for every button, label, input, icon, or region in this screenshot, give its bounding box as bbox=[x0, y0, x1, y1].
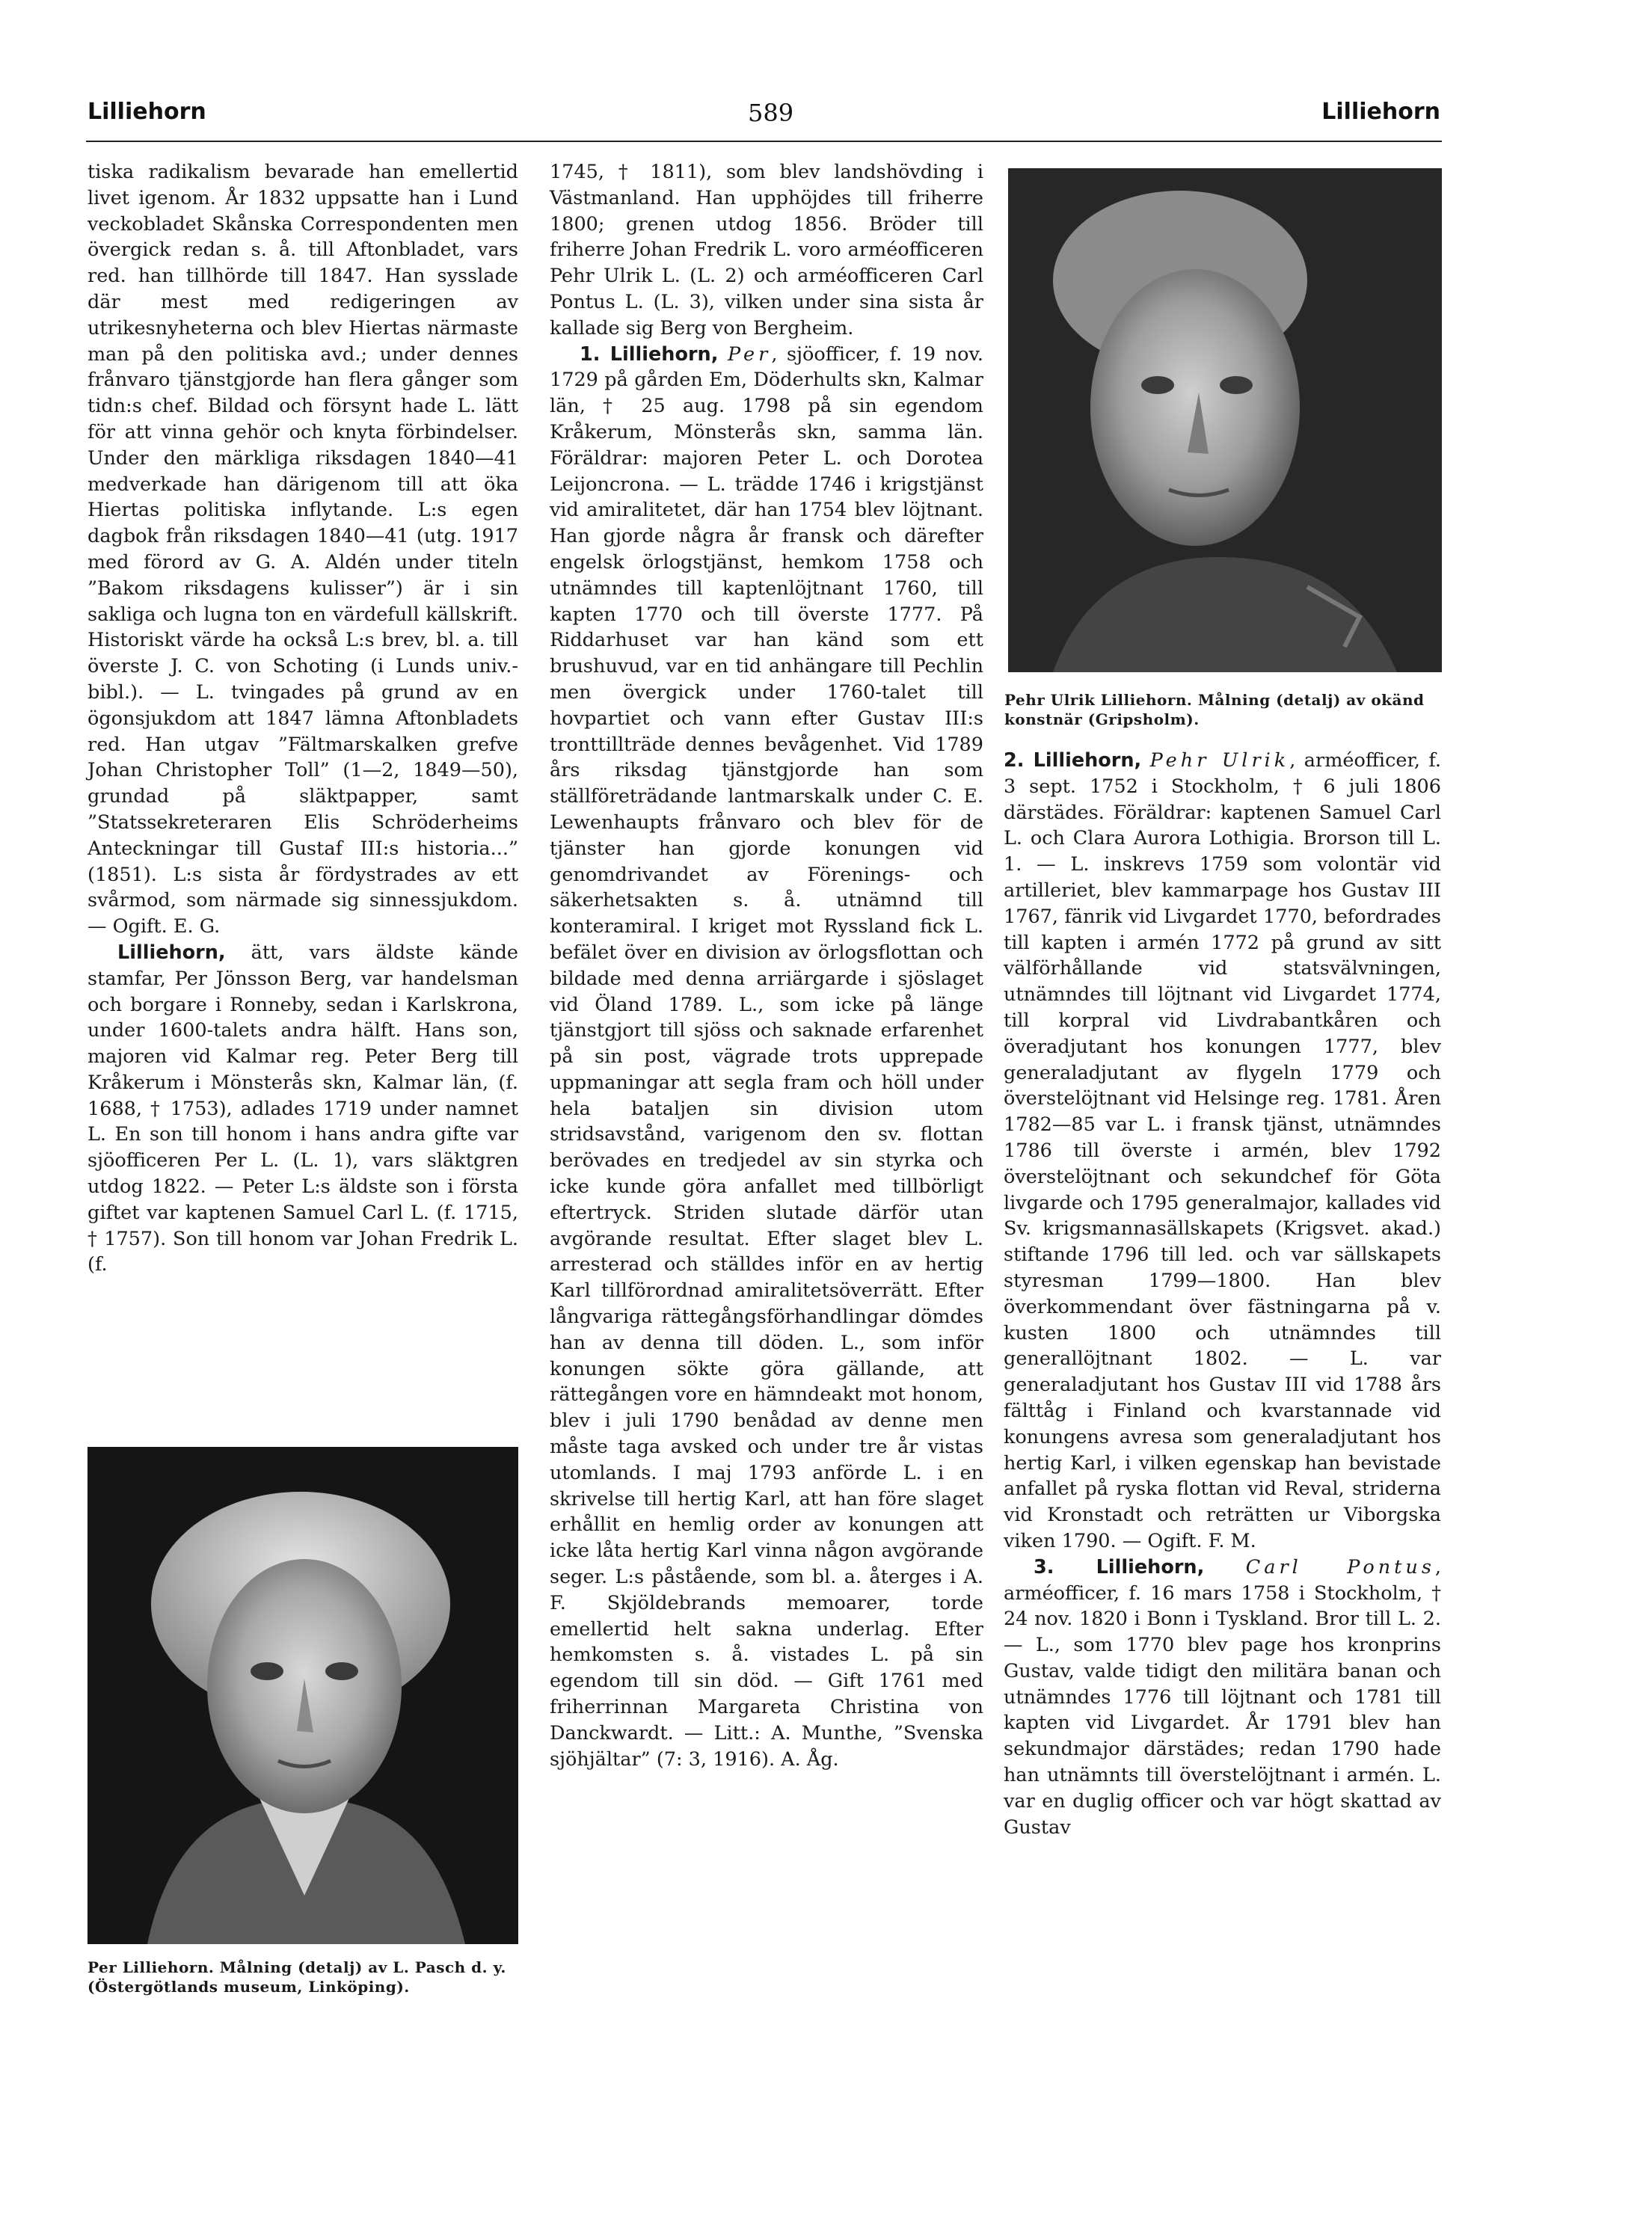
portrait-caption-pehr-ulrik: Pehr Ulrik Lilliehorn. Målning (detalj) av okänd konstnär (Gripsholm). bbox=[1004, 691, 1425, 728]
entry-heading: 2. Lilliehorn, bbox=[1004, 749, 1142, 772]
entry-text: ätt, vars äldste kände stamfar, Per Jönsson Berg, var handelsman och borgare i Ronneby, sedan i Karlskrona, under 1600-talets andra hälft. Hans son, majoren vid Kalmar reg. Peter Berg till Kråkerum i Mönsterås skn, Kalmar län, (f. 1688, † 1753), adlades 1719 under namnet L. En son till honom i hans andra gifte var sjöofficeren Per L. (L. 1), vars släktgren utdog 1822. — Peter L:s äldste son i första giftet var kaptenen Samuel Carl L. (f. 1715, † 1757). Son till honom var Johan Fredrik L. (f. bbox=[87, 941, 518, 1276]
text-column-1 bbox=[87, 159, 518, 1278]
entry-family-lilliehorn bbox=[87, 940, 518, 1278]
entry-text: , arméofficer, f. 3 sept. 1752 i Stockholm, † 6 juli 1806 därstädes. Föräldrar: kaptenen Samuel Carl L. och Clara Aurora Lothigia. Brorson till L. 1. — L. inskrevs 1759 som volontär vid artilleriet, blev kammarpage hos Gustav III 1767, fänrik vid Livgardet 1770, befordrades till kapten i armén 1772 på grund av sitt välförhållande vid statsvälvningen, utnämndes till löjtnant vid Livgardet 1774, till korpral vid Livdrabantkåren och överadjutant hos konungen 1777, blev generaladjutant av flygeln 1779 och överstelöjtnant vid Helsinge reg. 1781. Åren 1782—85 var L. i fransk tjänst, utnämndes 1786 till överste i armén, blev 1792 överstelöjtnant och sekundchef för Göta livgarde och 1795 generalmajor, kallades vid Sv. krigsmannasällskapets (Krigsvet. akad.) stiftande 1796 till led. och var sällskapets styresman 1799—1800. Han blev överkommendant över fästningarna på v. kusten 1800 och utnämndes till generallöjtnant 1802. — L. var generaladjutant hos Gustav III vid 1788 års fälttåg i Finland och kvarstannade vid konungens avresa som generaladjutant hos hertig Karl, i vilken egenskap han bevistade anfallet på ryska flottan vid Reval, striderna vid Kronstadt och reträtten ur Viborgska viken 1790. — Ogift. F. M. bbox=[1004, 749, 1442, 1552]
entry-text: , sjöofficer, f. 19 nov. 1729 på gården Em, Döderhults skn, Kalmar län, † 25 aug. 1798 på sin egendom Kråkerum, Mönsterås skn, samma län. Föräldrar: majoren Peter L. och Dorotea Leijoncrona. — L. trädde 1746 i krigstjänst vid amiralitetet, där han 1754 blev löjtnant. Han gjorde några år fransk och därefter engelsk örlogstjänst, hemkom 1758 och utnämndes till kaptenlöjtnant 1760, till kapten 1770 och till överste 1777. På Riddarhuset var han känd som ett brushuvud, var en tid anhängare till Pechlin men övergick under 1760-talet till hovpartiet och vann efter Gustav III:s tronttillträde dennes bevågenhet. Vid 1789 års riksdag tjänstgjorde han som ställföreträdande lantmarskalk under C. E. Lewenhaupts frånvaro och blev för de tjänster han gjorde konungen vid genomdrivandet av Förenings- och säkerhetsakten s. å. utnämnd till konteramiral. I kriget mot Ryssland fick L. befälet över en division av örlogsflottan och bildade med denna arriärgarde i sjöslaget vid Öland 1789. L., som icke på länge tjänstgjort till sjöss och saknade erfarenhet på sin post, vägrade trots upprepade uppmaningar att segla fram och höll under hela bataljen sin division utom stridsavstånd, varigenom den sv. flottan berövades en tredjedel av sin styrka och icke kunde göra anfallet med tillbörligt eftertryck. Striden slutade därför utan avgörande resultat. Efter slaget blev L. arresterad och ställdes inför en av hertig Karl tillförordnad amiralitetsöverrätt. Efter långvariga rättegångsförhandlingar dömdes han av denna till döden. L., som inför konungen sökte göra gällande, att rättegången vore en hämndeakt mot honom, blev i juli 1790 benådad av denne men måste taga avsked och under tre år vistas utomlands. I maj 1793 anförde L. i en skrivelse till hertig Karl, att han före slaget erhållit en hemlig order av konungen att icke låta hertig Karl vinna någon avgörande seger. L:s påstående, som bl. a. återges i A. F. Skjöldebrands memoarer, torde emellertid helt sakna underlag. Efter hemkomsten s. å. vistades L. på sin egendom till sin död. — Gift 1761 med friherrinnan Margareta Christina von Danckwardt. — Litt.: A. Munthe, ”Svenska sjöhjältar” (7: 3, 1916). A. Åg. bbox=[550, 342, 983, 1771]
portrait-pehr-ulrik-lilliehorn bbox=[1008, 168, 1442, 672]
paragraph bbox=[550, 159, 983, 342]
running-header-left: Lilliehorn bbox=[87, 99, 206, 125]
page-number: 589 bbox=[748, 99, 794, 127]
entry-1-per-lilliehorn bbox=[550, 342, 983, 1773]
portrait-per-lilliehorn bbox=[87, 1447, 518, 1944]
paragraph-text: 1745, † 1811), som blev landshövding i Västmanland. Han upphöjdes till friherre 1800; grenen utdog 1856. Bröder till friherre Johan Fredrik L. voro arméofficeren Pehr Ulrik L. (L. 2) och arméofficeren Carl Pontus L. (L. 3), vilken under sina sista år kallade sig Berg von Bergheim. bbox=[550, 161, 983, 339]
text-column-2 bbox=[550, 159, 983, 1772]
portrait-image bbox=[1008, 168, 1442, 672]
entry-heading: Lilliehorn, bbox=[117, 941, 226, 964]
text-column-3 bbox=[1004, 748, 1441, 1840]
entry-3-carl-pontus-lilliehorn bbox=[1004, 1555, 1441, 1841]
entry-given-name: Per bbox=[728, 342, 772, 366]
portrait-caption-per: Per Lilliehorn. Målning (detalj) av L. Pasch d. y. (Östergötlands museum, Linköping). bbox=[87, 1958, 506, 1996]
entry-heading: 3. Lilliehorn, bbox=[1034, 1555, 1205, 1578]
entry-heading: 1. Lilliehorn, bbox=[580, 342, 719, 366]
entry-given-name: Pehr Ulrik bbox=[1149, 749, 1290, 772]
entry-2-pehr-ulrik-lilliehorn bbox=[1004, 748, 1441, 1555]
paragraph-text: tiska radikalism bevarade han emellertid livet igenom. År 1832 uppsatte han i Lund veckobladet Skånska Correspondenten men övergick redan s. å. till Aftonbladet, vars red. han tillhörde till 1847. Han sysslade där mest med redigeringen av utrikesnyheterna och blev Hiertas närmaste man på den politiska avd.; under dennes frånvaro tjänstgjorde han flera gånger som tidn:s chef. Bildad och försynt hade L. lätt för att vinna gehör och knyta förbindelser. Under den märkliga riksdagen 1840—41 medverkade han därigenom till att öka Hiertas politiska inflytande. L:s egen dagbok från riksdagen 1840—41 (utg. 1917 med förord av G. A. Aldén under titeln ”Bakom riksdagens kulisser”) är i sin sakliga och lugna ton en värdefull källskrift. Historiskt värde ha också L:s brev, bl. a. till överste J. C. von Schoting (i Lunds univ.-bibl.). — L. tvingades på grund av en ögonsjukdom att 1847 lämna Aftonbladets red. Han utgav ”Fältmarskalken grefve Johan Christopher Toll” (1—2, 1849—50), grundad på släktpapper, samt ”Statssekreteraren Elis Schröderheims Anteckningar till Gustaf III:s historia...” (1851). L:s sista år fördystrades av ett svårmod, som närmade sig sinnessjukdom. — Ogift. E. G. bbox=[87, 161, 518, 938]
entry-given-name: Carl Pontus bbox=[1245, 1555, 1435, 1578]
header-rule bbox=[86, 141, 1442, 142]
paragraph bbox=[87, 159, 518, 940]
entry-text: , arméofficer, f. 16 mars 1758 i Stockholm, † 24 nov. 1820 i Bonn i Tyskland. Bror till L. 2. — L., som 1770 blev page hos kronprins Gustav, valde tidigt den militära banan och utnämndes 1776 till löjtnant och 1781 till kapten vid Livgardet. År 1791 blev han sekundmajor därstädes; redan 1790 hade han utnämnts till överstelöjtnant i armén. L. var en duglig officer och var högt skattad av Gustav bbox=[1004, 1555, 1442, 1839]
portrait-image bbox=[87, 1447, 518, 1944]
running-header-right: Lilliehorn bbox=[1321, 99, 1440, 125]
